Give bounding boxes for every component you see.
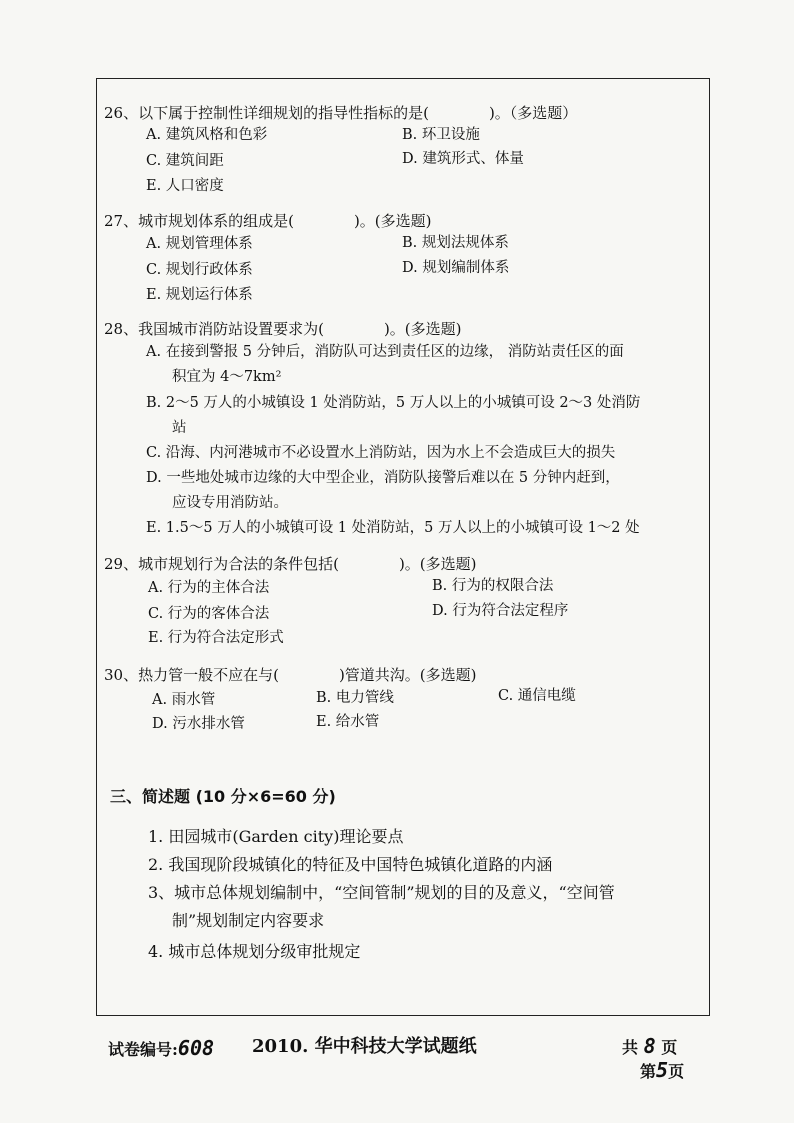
question-28-option-b-line1: B. 2～5 万人的小城镇设 1 处消防站，5 万人以上的小城镇可设 2～3 处消防: [146, 395, 641, 411]
question-28-option-d-line1: D. 一些地处城市边缘的大中型企业，消防队接警后难以在 5 分钟内赶到，: [146, 470, 620, 486]
question-29-option-d: D. 行为符合法定程序: [432, 603, 569, 619]
question-29-option-c: C. 行为的客体合法: [148, 606, 270, 622]
question-30-option-e: E. 给水管: [316, 714, 380, 730]
page-number-value: 5: [656, 1058, 669, 1082]
page-number-unit: 页: [668, 1062, 685, 1081]
question-26-option-b: B. 环卫设施: [402, 127, 480, 143]
section-3-item-2: [148, 851, 704, 879]
page-total: [622, 1034, 677, 1058]
question-26-option-e: E. 人口密度: [146, 178, 224, 194]
exam-title: 2010. 华中科技大学试题纸: [252, 1036, 477, 1057]
question-28-option-a-line2: 积宜为 4～7km²: [172, 369, 282, 385]
question-28-option-c-line1: C. 沿海、内河港城市不必设置水上消防站，因为水上不会造成巨大的损失: [146, 445, 616, 461]
question-26-option-a: A. 建筑风格和色彩: [146, 127, 268, 143]
question-28-option-e: [146, 516, 698, 541]
section-3-item-1: [148, 823, 704, 851]
question-27-option-d: D. 规划编制体系: [402, 260, 510, 276]
question-26-option-c: C. 建筑间距: [146, 153, 224, 169]
question-30-option-a: A. 雨水管: [152, 692, 216, 708]
question-27-option-b: B. 规划法规体系: [402, 235, 509, 251]
question-28-option-c: [146, 441, 698, 466]
question-29-option-a: A. 行为的主体合法: [148, 580, 270, 596]
question-30-option-d: D. 污水排水管: [152, 716, 245, 732]
question-30-stem: 30、热力管一般不应在与( )管道共沟。(多选题): [104, 666, 477, 684]
question-28-option-b: [146, 391, 698, 441]
section-3-item-3-line1: 3、城市总体规划编制中，“空间管制”规划的目的及意义，“空间管: [148, 883, 615, 902]
question-26-option-d: D. 建筑形式、体量: [402, 151, 524, 167]
page-number: [640, 1058, 684, 1082]
page-number-label: 第: [640, 1062, 657, 1081]
question-28-stem: 28、我国城市消防站设置要求为( )。(多选题): [104, 320, 462, 338]
question-28-option-e-line1: E. 1.5～5 万人的小城镇可设 1 处消防站，5 万人以上的小城镇可设 1～2 处: [146, 520, 640, 536]
question-28-option-a: [146, 340, 698, 390]
question-27-option-e: E. 规划运行体系: [146, 287, 253, 303]
section-3-item-4: [148, 938, 704, 966]
page-total-label: 共: [622, 1038, 639, 1057]
question-26-stem: 26、以下属于控制性详细规划的指导性指标的是( )。（多选题）: [104, 104, 578, 122]
exam-code-label: 试卷编号:: [108, 1040, 178, 1059]
question-28-option-d: [146, 466, 698, 516]
section-3-item-3: [148, 879, 704, 935]
question-30-option-b: B. 电力管线: [316, 690, 394, 706]
question-30-option-c: C. 通信电缆: [498, 688, 576, 704]
section-3-item-1-text: 1. 田园城市(Garden city)理论要点: [148, 827, 404, 846]
question-28-option-d-line2: 应设专用消防站。: [172, 495, 288, 511]
section-3-item-3-line2: 制”规划制定内容要求: [172, 911, 325, 930]
question-28-option-a-line1: A. 在接到警报 5 分钟后，消防队可达到责任区的边缘， 消防站责任区的面: [146, 344, 624, 360]
question-27-option-c: C. 规划行政体系: [146, 262, 253, 278]
exam-code-value: 608: [177, 1036, 215, 1060]
exam-code: [108, 1036, 214, 1060]
section-3-heading: 三、简述题 (10 分×6=60 分): [110, 787, 336, 806]
question-29-option-e: E. 行为符合法定形式: [148, 630, 284, 646]
section-3-item-2-text: 2. 我国现阶段城镇化的特征及中国特色城镇化道路的内涵: [148, 855, 553, 874]
section-3-item-4-text: 4. 城市总体规划分级审批规定: [148, 942, 361, 961]
page-total-value: 8: [643, 1034, 656, 1058]
question-27-option-a: A. 规划管理体系: [146, 236, 253, 252]
question-29-stem: 29、城市规划行为合法的条件包括( )。(多选题): [104, 555, 477, 573]
question-27-stem: 27、城市规划体系的组成是( )。(多选题): [104, 212, 432, 230]
question-28-option-b-line2: 站: [172, 420, 187, 436]
page-total-unit: 页: [661, 1038, 678, 1057]
question-29-option-b: B. 行为的权限合法: [432, 578, 554, 594]
